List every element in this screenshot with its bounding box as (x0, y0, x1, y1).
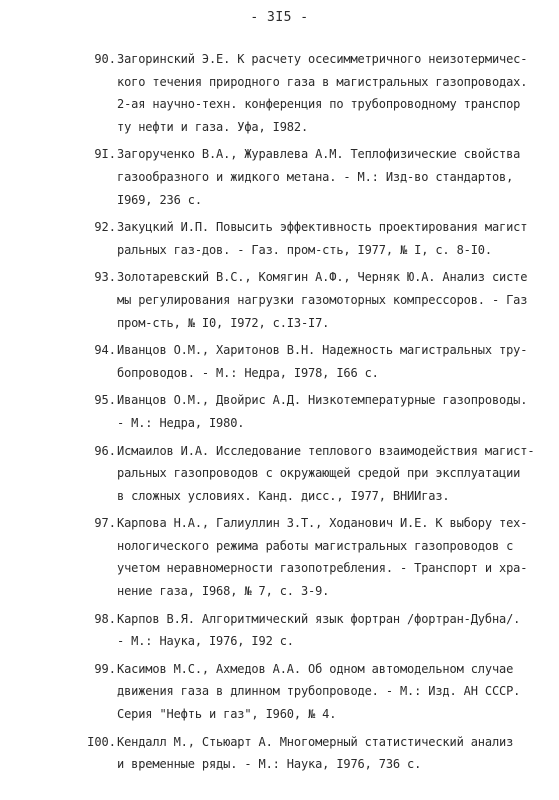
entry-line: движения газа в длинном трубопроводе. - М.: Изд. АН СССР. (117, 684, 521, 699)
entry-line: ральных газопроводов с окружающей средой при эксплуатации (117, 466, 521, 481)
bibliography-entry (0, 48, 559, 138)
entry-text (117, 266, 547, 334)
bibliography-entry (0, 266, 559, 334)
bibliography-entry (0, 389, 559, 434)
bibliography-list (0, 48, 559, 781)
entry-number: 99. (94, 661, 116, 676)
entry-text (117, 512, 547, 602)
entry-line: в сложных условиях. Канд. дисс., I977, ВНИИгаз. (117, 488, 450, 503)
entry-line: и временные ряды. - М.: Наука, I976, 736 с. (117, 757, 422, 772)
entry-number: 98. (94, 611, 116, 626)
entry-line: Иванцов О.М., Харитонов В.Н. Надежность магистральных тру- (117, 343, 528, 358)
entry-line: Иванцов О.М., Двойрис А.Д. Низкотемпературные газопроводы. (117, 393, 528, 408)
entry-line: мы регулирования нагрузки газомоторных компрессоров. - Газ (117, 292, 528, 307)
entry-line: газообразного и жидкого метана. - М.: Изд-во стандартов, (117, 169, 514, 184)
bibliography-entry (0, 143, 559, 211)
entry-line: Закуцкий И.П. Повысить эффективность проектирования магист (117, 220, 528, 235)
entry-line: пром-сть, № I0, I972, с.I3-I7. (117, 315, 330, 330)
entry-number: 95. (94, 393, 116, 408)
bibliography-entry (0, 440, 559, 508)
entry-text (117, 440, 547, 508)
entry-number: 94. (94, 343, 116, 358)
entry-line: Кендалл М., Стьюарт А. Многомерный статистический анализ (117, 734, 514, 749)
entry-line: Золотаревский В.С., Комягин А.Ф., Черняк Ю.А. Анализ систе (117, 270, 528, 285)
entry-line: учетом неравномерности газопотребления. - Транспорт и хра- (117, 561, 528, 576)
entry-text (117, 731, 547, 776)
entry-line: ту нефти и газа. Уфа, I982. (117, 119, 309, 134)
entry-line: Касимов М.С., Ахмедов А.А. Об одном автомодельном случае (117, 661, 514, 676)
entry-number: 97. (94, 516, 116, 531)
entry-line: 2-ая научно-техн. конференция по трубопроводному транспор (117, 97, 521, 112)
entry-line: бопроводов. - М.: Недра, I978, I66 с. (117, 365, 379, 380)
entry-line: I969, 236 с. (117, 192, 202, 207)
entry-number: 93. (94, 270, 116, 285)
entry-text (117, 143, 547, 211)
entry-line: Карпов В.Я. Алгоритмический язык фортран /фортран-Дубна/. (117, 611, 521, 626)
bibliography-entry (0, 512, 559, 602)
entry-text (117, 658, 547, 726)
entry-number: 9I. (94, 147, 116, 162)
entry-line: Карпова Н.А., Галиуллин З.Т., Ходанович И.Е. К выбору тех- (117, 516, 528, 531)
entry-line: - М.: Недра, I980. (117, 415, 245, 430)
bibliography-entry (0, 339, 559, 384)
entry-line: - М.: Наука, I976, I92 с. (117, 634, 294, 649)
page-number: - 3I5 - (250, 10, 309, 25)
entry-number: I00. (87, 734, 116, 749)
entry-line: нение газа, I968, № 7, с. 3-9. (117, 584, 330, 599)
entry-text (117, 389, 547, 434)
entry-line: ральных газ-дов. - Газ. пром-сть, I977, № I, с. 8-I0. (117, 242, 492, 257)
bibliography-entry (0, 658, 559, 726)
entry-number: 96. (94, 443, 116, 458)
entry-line: Загоринский Э.Е. К расчету осесимметричного неизотермичес- (117, 52, 528, 66)
entry-text (117, 48, 547, 138)
bibliography-entry (0, 731, 559, 776)
entry-text (117, 608, 547, 653)
entry-text (117, 339, 547, 384)
entry-text (117, 216, 547, 261)
entry-line: Исмаилов И.А. Исследование теплового взаимодействия магист- (117, 443, 535, 458)
entry-number: 90. (94, 52, 116, 66)
entry-line: Загорученко В.А., Журавлева А.М. Теплофизические свойства (117, 147, 521, 162)
entry-line: нологического режима работы магистральных газопроводов с (117, 538, 514, 553)
entry-line: Серия "Нефть и газ", I960, № 4. (117, 707, 337, 722)
entry-number: 92. (94, 220, 116, 235)
bibliography-entry (0, 608, 559, 653)
entry-line: кого течения природного газа в магистральных газопроводах. (117, 74, 528, 89)
bibliography-entry (0, 216, 559, 261)
